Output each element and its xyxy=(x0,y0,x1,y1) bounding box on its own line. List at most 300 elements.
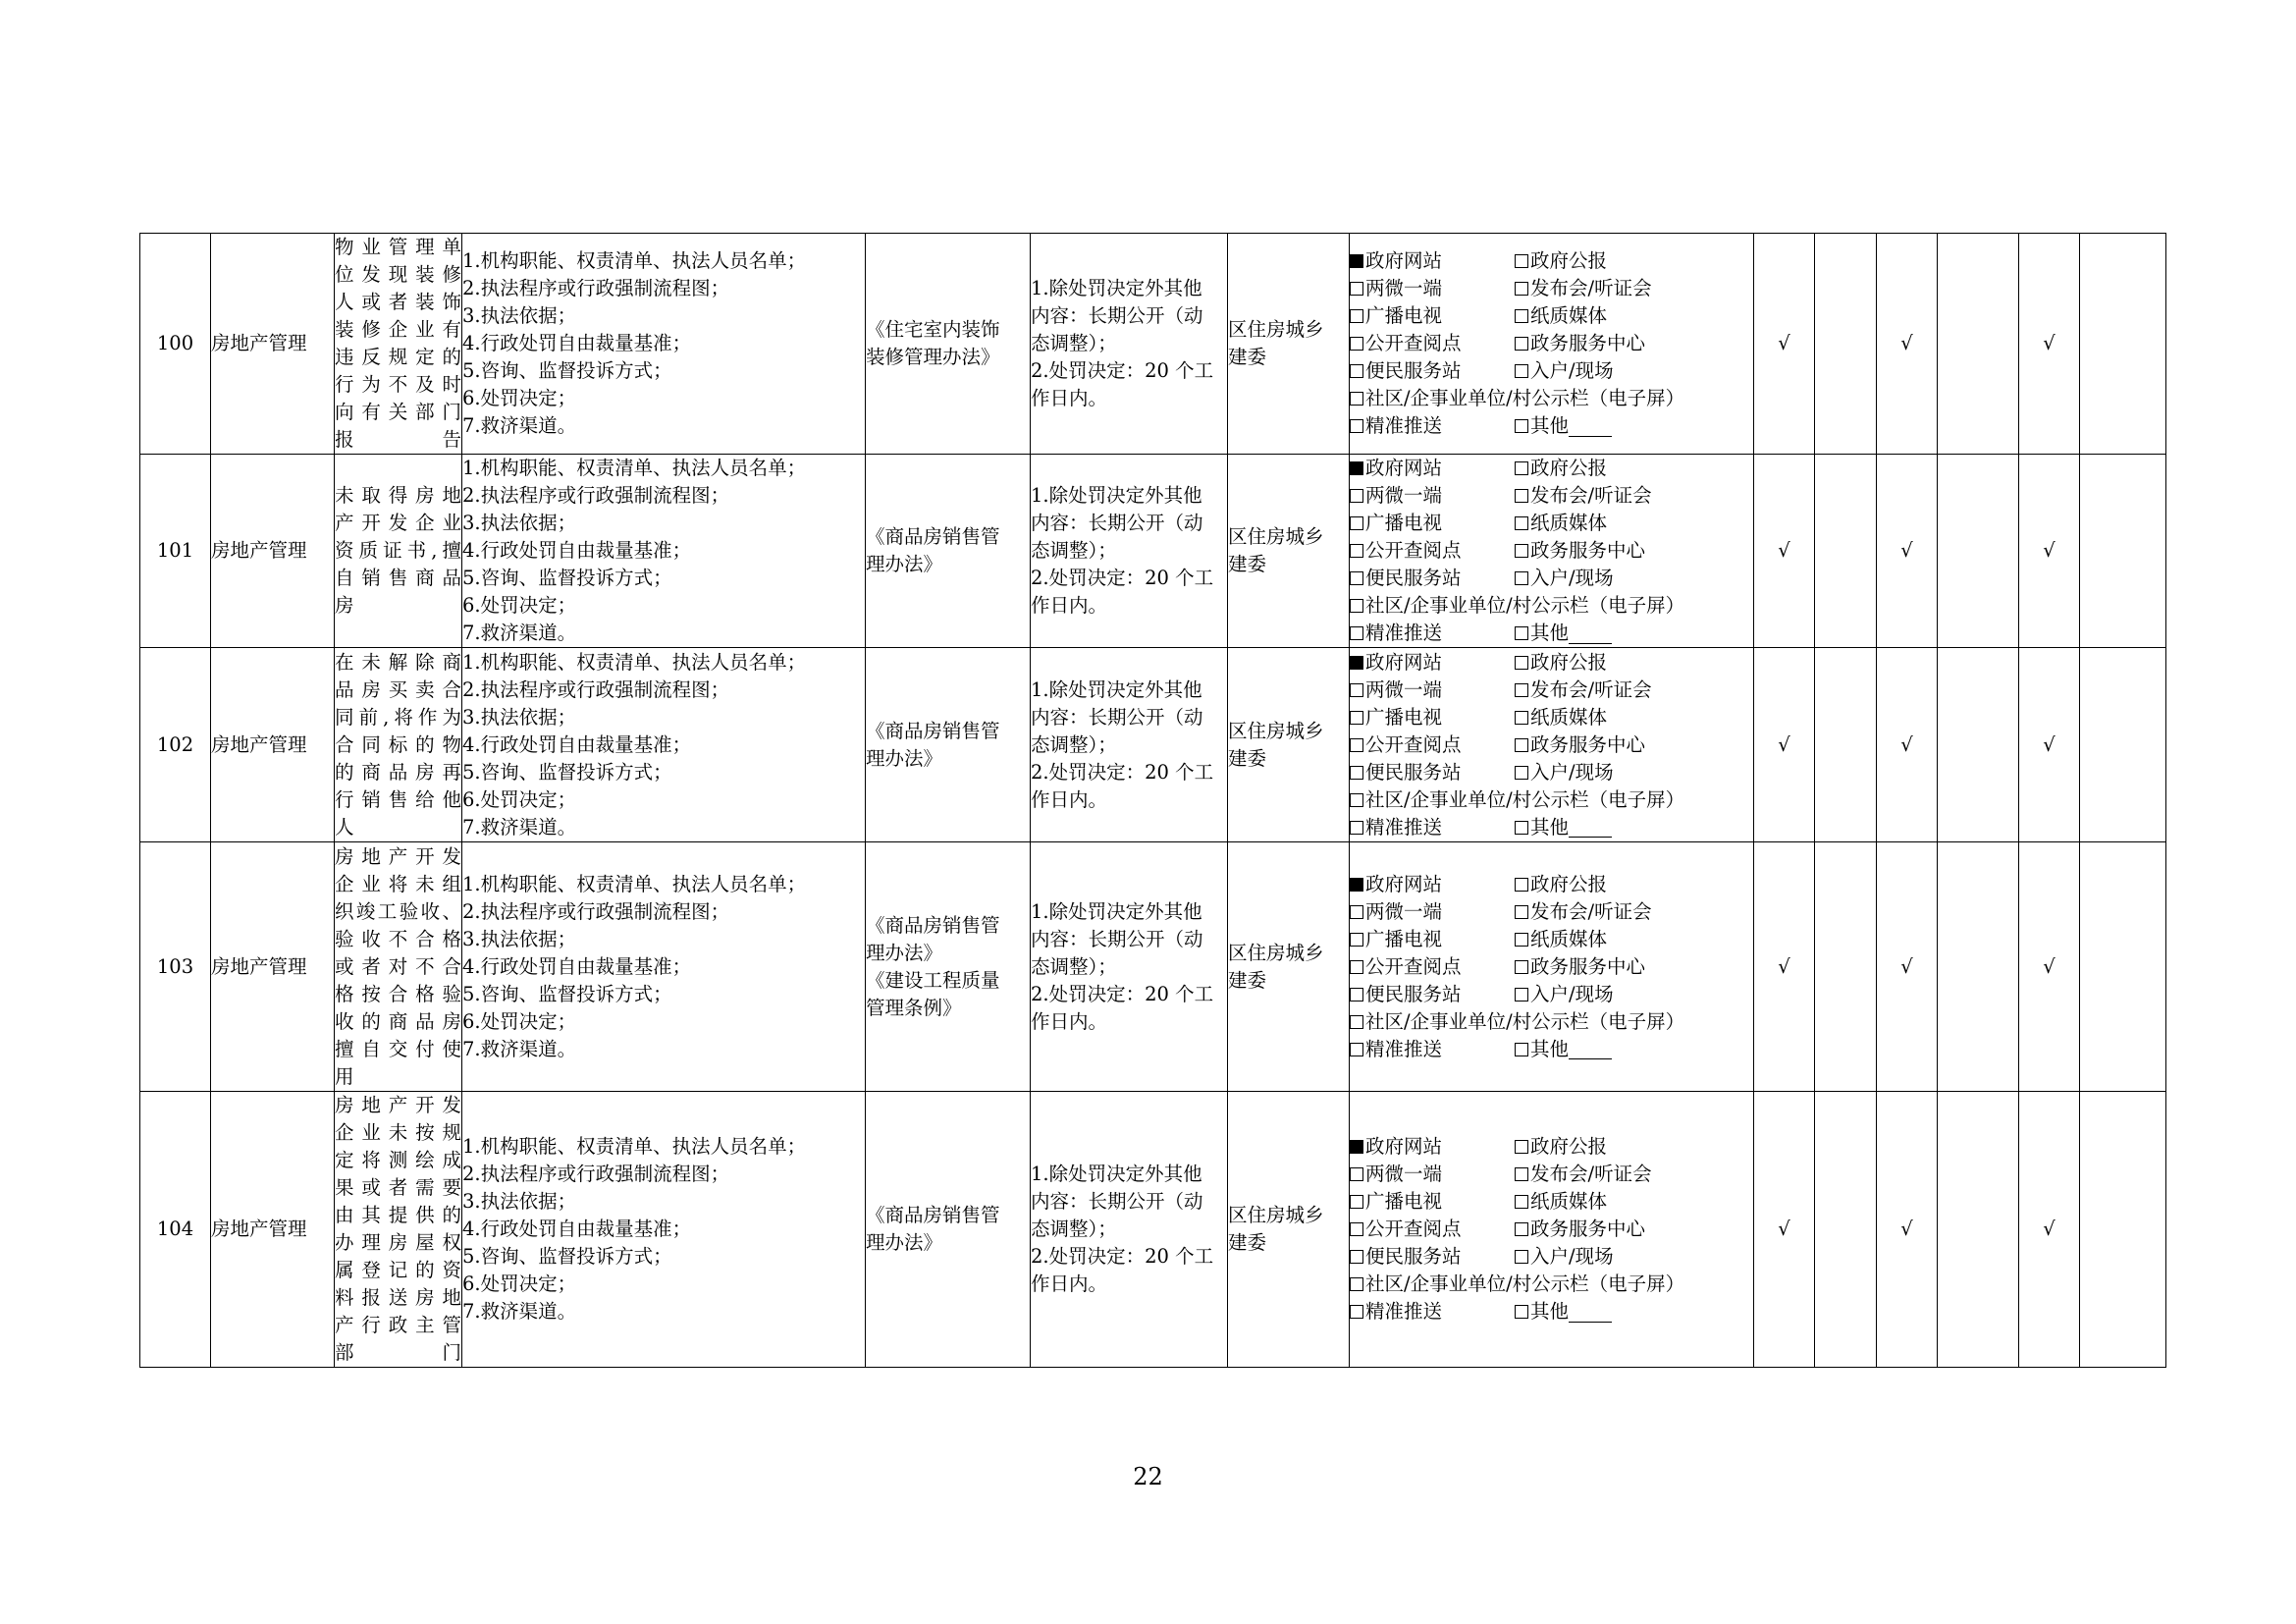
unchecked-box-icon xyxy=(1350,738,1363,752)
channel-label: 社区/企事业单位/村公示栏（电子屏） xyxy=(1365,1272,1685,1295)
channel-label: 入户/现场 xyxy=(1530,359,1614,382)
empty-mark-cell xyxy=(2080,1092,2166,1368)
violation-line: 企业未按规 xyxy=(335,1121,461,1144)
table-row xyxy=(140,842,2166,1092)
channel-option xyxy=(1350,1133,1442,1161)
checkmark: √ xyxy=(1877,455,1938,648)
violation-line: 物业管理单 xyxy=(335,236,461,258)
channel-label: 政务服务中心 xyxy=(1530,539,1646,562)
unchecked-box-icon xyxy=(1515,337,1528,351)
unchecked-box-icon xyxy=(1515,461,1528,475)
channel-option xyxy=(1515,981,1614,1008)
channel-option xyxy=(1350,731,1462,759)
fill-in-blank xyxy=(1569,623,1612,644)
violation-line: 办理房屋权 xyxy=(335,1231,461,1254)
time-line: 2.处罚决定：20 个工 xyxy=(1031,760,1214,784)
channel-label: 其他 xyxy=(1530,1037,1570,1060)
channel-label: 政府公报 xyxy=(1530,1135,1608,1158)
channel-label: 政务服务中心 xyxy=(1530,332,1646,354)
violation-cell xyxy=(335,455,462,648)
channel-label: 纸质媒体 xyxy=(1530,512,1608,534)
channel-row xyxy=(1350,357,1753,385)
channel-row xyxy=(1350,482,1753,510)
checkmark: √ xyxy=(2019,842,2080,1092)
channels-cell xyxy=(1350,842,1754,1092)
channel-row xyxy=(1350,649,1753,677)
time-line: 内容：长期公开（动 xyxy=(1031,304,1203,327)
channel-label: 社区/企事业单位/村公示栏（电子屏） xyxy=(1365,387,1685,409)
channel-label: 公开查阅点 xyxy=(1365,1218,1462,1240)
checkmark: √ xyxy=(2019,234,2080,455)
channel-row xyxy=(1350,814,1753,841)
channel-label: 其他 xyxy=(1530,1300,1570,1323)
checkmark: √ xyxy=(1754,455,1815,648)
violation-cell xyxy=(335,648,462,842)
channel-row xyxy=(1350,247,1753,275)
violation-line: 房地产开发 xyxy=(335,1094,461,1116)
unchecked-box-icon xyxy=(1350,1167,1363,1181)
content-line: 7.救济渠道。 xyxy=(462,1037,577,1060)
unchecked-box-icon xyxy=(1515,960,1528,974)
department-line: 区住房城乡 xyxy=(1228,318,1324,341)
time-line: 1.除处罚决定外其他 xyxy=(1031,484,1202,507)
content-line: 1.机构职能、权责清单、执法人员名单； xyxy=(462,1135,807,1158)
unchecked-box-icon xyxy=(1515,933,1528,947)
channel-row xyxy=(1350,620,1753,647)
time-line: 态调整）； xyxy=(1031,1218,1117,1240)
violation-line: 部门 xyxy=(335,1341,461,1364)
checked-box-icon xyxy=(1350,878,1363,892)
unchecked-box-icon xyxy=(1515,1305,1528,1319)
violation-line: 格按合格验 xyxy=(335,982,461,1005)
unchecked-box-icon xyxy=(1515,309,1528,323)
content-line: 1.机构职能、权责清单、执法人员名单； xyxy=(462,457,807,479)
violation-line: 产行政主管 xyxy=(335,1314,461,1336)
channel-option xyxy=(1350,275,1442,302)
time-line: 1.除处罚决定外其他 xyxy=(1031,277,1202,299)
checkmark: √ xyxy=(1877,234,1938,455)
unchecked-box-icon xyxy=(1350,516,1363,530)
violation-line: 定将测绘成 xyxy=(335,1149,461,1171)
unchecked-box-icon xyxy=(1350,766,1363,780)
channel-label: 纸质媒体 xyxy=(1530,304,1608,327)
time-line: 内容：长期公开（动 xyxy=(1031,705,1203,729)
law-line: 理办法》 xyxy=(866,1231,943,1254)
channel-label: 广播电视 xyxy=(1365,705,1443,729)
time-line: 1.除处罚决定外其他 xyxy=(1031,1163,1202,1185)
category-cell: 房地产管理 xyxy=(211,1092,335,1368)
checkmark: √ xyxy=(1754,234,1815,455)
violation-line: 向有关部门 xyxy=(335,401,461,423)
channel-label: 政府网站 xyxy=(1365,872,1443,895)
channel-option xyxy=(1515,275,1652,302)
channel-option xyxy=(1350,330,1462,357)
channel-label: 两微一端 xyxy=(1365,484,1443,507)
channel-option xyxy=(1515,1298,1612,1326)
violation-line: 装修企业有 xyxy=(335,318,461,341)
content-line: 1.机构职能、权责清单、执法人员名单； xyxy=(462,872,807,895)
empty-mark-cell xyxy=(2080,234,2166,455)
channel-label: 政务服务中心 xyxy=(1530,732,1646,756)
channel-option xyxy=(1515,620,1612,647)
unchecked-box-icon xyxy=(1350,489,1363,503)
violation-line: 同前,将作为 xyxy=(335,705,461,729)
channel-label: 其他 xyxy=(1530,414,1570,437)
time-line: 作日内。 xyxy=(1031,1272,1108,1295)
channel-option xyxy=(1515,1161,1652,1188)
channel-label: 入户/现场 xyxy=(1530,982,1614,1005)
law-line: 《商品房销售管 xyxy=(866,525,1000,548)
channel-option xyxy=(1350,620,1442,647)
time-line: 态调整）； xyxy=(1031,732,1117,756)
law-line: 《商品房销售管 xyxy=(866,719,1000,742)
unchecked-box-icon xyxy=(1350,392,1363,406)
content-line: 1.机构职能、权责清单、执法人员名单； xyxy=(462,650,807,674)
channel-option xyxy=(1515,814,1612,841)
law-line: 理办法》 xyxy=(866,941,943,964)
department-cell xyxy=(1228,455,1350,648)
channel-label: 入户/现场 xyxy=(1530,1245,1614,1268)
time-line: 内容：长期公开（动 xyxy=(1031,1190,1203,1213)
unchecked-box-icon xyxy=(1515,626,1528,640)
checkmark: √ xyxy=(2019,1092,2080,1368)
empty-mark-cell xyxy=(1938,648,2019,842)
fill-in-blank xyxy=(1569,416,1612,437)
department-cell xyxy=(1228,234,1350,455)
violation-line: 料报送房地 xyxy=(335,1286,461,1309)
law-line: 《商品房销售管 xyxy=(866,1204,1000,1226)
channel-option xyxy=(1350,1271,1684,1298)
channel-label: 发布会/听证会 xyxy=(1530,1163,1652,1185)
time-line: 2.处罚决定：20 个工 xyxy=(1031,359,1214,382)
content-line: 5.咨询、监督投诉方式； xyxy=(462,1245,672,1268)
violation-cell xyxy=(335,842,462,1092)
channel-label: 便民服务站 xyxy=(1365,982,1462,1005)
channel-row xyxy=(1350,1216,1753,1243)
channel-option xyxy=(1350,412,1442,440)
content-line: 2.执法程序或行政强制流程图； xyxy=(462,677,730,701)
page-number: 22 xyxy=(1133,1463,1163,1490)
channel-label: 便民服务站 xyxy=(1365,567,1462,589)
unchecked-box-icon xyxy=(1515,878,1528,892)
unchecked-box-icon xyxy=(1350,1043,1363,1056)
channel-option xyxy=(1350,926,1442,953)
channel-label: 社区/企事业单位/村公示栏（电子屏） xyxy=(1365,787,1685,811)
content-line: 5.咨询、监督投诉方式； xyxy=(462,567,672,589)
channel-option xyxy=(1515,330,1645,357)
law-line: 《住宅室内装饰 xyxy=(866,318,1000,341)
unchecked-box-icon xyxy=(1515,282,1528,296)
channel-option xyxy=(1515,247,1607,275)
unchecked-box-icon xyxy=(1350,309,1363,323)
row-number: 103 xyxy=(140,842,211,1092)
time-line: 作日内。 xyxy=(1031,594,1108,617)
department-line: 区住房城乡 xyxy=(1228,1204,1324,1226)
channel-row xyxy=(1350,786,1753,814)
checked-box-icon xyxy=(1350,656,1363,670)
channel-label: 政府公报 xyxy=(1530,650,1608,674)
violation-line: 资质证书,擅 xyxy=(335,539,461,562)
law-line: 理办法》 xyxy=(866,746,943,770)
violation-line: 未取得房地 xyxy=(335,484,461,507)
empty-mark-cell xyxy=(1815,455,1877,648)
unchecked-box-icon xyxy=(1515,738,1528,752)
fill-in-blank xyxy=(1569,1039,1612,1059)
disclosure-time-cell xyxy=(1031,648,1228,842)
department-line: 建委 xyxy=(1228,746,1267,770)
channel-option xyxy=(1515,704,1607,731)
channel-label: 纸质媒体 xyxy=(1530,705,1608,729)
channel-option xyxy=(1515,357,1614,385)
fill-in-blank xyxy=(1569,817,1612,838)
law-line: 《建设工程质量 xyxy=(866,968,1000,992)
unchecked-box-icon xyxy=(1515,656,1528,670)
channel-option xyxy=(1515,759,1614,786)
time-line: 态调整）； xyxy=(1031,954,1117,978)
channel-row xyxy=(1350,898,1753,926)
violation-line: 行销售给他 xyxy=(335,787,461,811)
content-line: 4.行政处罚自由裁量基准； xyxy=(462,954,692,978)
unchecked-box-icon xyxy=(1515,683,1528,697)
channel-label: 便民服务站 xyxy=(1365,359,1462,382)
content-line: 7.救济渠道。 xyxy=(462,1300,577,1323)
violation-line: 位发现装修 xyxy=(335,263,461,286)
legal-basis-cell xyxy=(866,842,1031,1092)
channel-row xyxy=(1350,1008,1753,1036)
row-number: 100 xyxy=(140,234,211,455)
time-line: 1.除处罚决定外其他 xyxy=(1031,899,1202,923)
channel-option xyxy=(1350,537,1462,565)
unchecked-box-icon xyxy=(1350,544,1363,558)
channel-row xyxy=(1350,704,1753,731)
content-line: 7.救济渠道。 xyxy=(462,815,577,839)
unchecked-box-icon xyxy=(1350,683,1363,697)
department-line: 建委 xyxy=(1228,346,1267,368)
channel-label: 公开查阅点 xyxy=(1365,539,1462,562)
violation-line: 收的商品房 xyxy=(335,1009,461,1033)
content-line: 3.执法依据； xyxy=(462,512,577,534)
channels-cell xyxy=(1350,455,1754,648)
disclosure-content-cell xyxy=(462,842,866,1092)
channel-label: 政府网站 xyxy=(1365,249,1443,272)
time-line: 1.除处罚决定外其他 xyxy=(1031,677,1202,701)
channel-option xyxy=(1515,565,1614,592)
channel-row xyxy=(1350,926,1753,953)
channel-label: 两微一端 xyxy=(1365,1163,1443,1185)
channel-label: 其他 xyxy=(1530,815,1570,839)
unchecked-box-icon xyxy=(1350,419,1363,433)
table-row xyxy=(140,455,2166,648)
unchecked-box-icon xyxy=(1515,571,1528,585)
channel-label: 公开查阅点 xyxy=(1365,332,1462,354)
channel-option xyxy=(1350,981,1462,1008)
channel-option xyxy=(1350,357,1462,385)
channel-option xyxy=(1350,1298,1442,1326)
channel-label: 政府公报 xyxy=(1530,872,1608,895)
department-line: 区住房城乡 xyxy=(1228,941,1324,964)
checkmark: √ xyxy=(2019,455,2080,648)
channel-option xyxy=(1350,385,1684,412)
law-line: 理办法》 xyxy=(866,553,943,575)
unchecked-box-icon xyxy=(1350,1015,1363,1029)
violation-line: 企业将未组 xyxy=(335,872,461,895)
channel-row xyxy=(1350,537,1753,565)
unchecked-box-icon xyxy=(1350,960,1363,974)
channel-label: 两微一端 xyxy=(1365,277,1443,299)
channel-row xyxy=(1350,981,1753,1008)
channel-row xyxy=(1350,455,1753,482)
time-line: 内容：长期公开（动 xyxy=(1031,927,1203,950)
channel-row xyxy=(1350,412,1753,440)
channel-row xyxy=(1350,731,1753,759)
channel-option xyxy=(1350,759,1462,786)
unchecked-box-icon xyxy=(1515,905,1528,919)
department-line: 建委 xyxy=(1228,553,1267,575)
content-line: 2.执法程序或行政强制流程图； xyxy=(462,1163,730,1185)
row-number: 102 xyxy=(140,648,211,842)
unchecked-box-icon xyxy=(1515,988,1528,1001)
department-cell xyxy=(1228,648,1350,842)
checked-box-icon xyxy=(1350,461,1363,475)
channel-label: 两微一端 xyxy=(1365,899,1443,923)
disclosure-content-cell xyxy=(462,234,866,455)
time-line: 2.处罚决定：20 个工 xyxy=(1031,1245,1214,1268)
channel-option xyxy=(1350,898,1442,926)
unchecked-box-icon xyxy=(1350,933,1363,947)
content-line: 4.行政处罚自由裁量基准； xyxy=(462,732,692,756)
empty-mark-cell xyxy=(2080,455,2166,648)
channel-option xyxy=(1515,510,1607,537)
legal-basis-cell xyxy=(866,648,1031,842)
channel-option xyxy=(1515,926,1607,953)
law-line: 管理条例》 xyxy=(866,996,962,1019)
unchecked-box-icon xyxy=(1515,516,1528,530)
legal-basis-cell xyxy=(866,455,1031,648)
channel-option xyxy=(1350,786,1684,814)
channel-label: 政府公报 xyxy=(1530,249,1608,272)
content-line: 3.执法依据； xyxy=(462,1190,577,1213)
channel-label: 发布会/听证会 xyxy=(1530,899,1652,923)
content-line: 3.执法依据； xyxy=(462,304,577,327)
violation-line: 行为不及时 xyxy=(335,373,461,396)
channel-option xyxy=(1350,1008,1684,1036)
content-line: 5.咨询、监督投诉方式； xyxy=(462,760,672,784)
channel-row xyxy=(1350,1036,1753,1063)
empty-mark-cell xyxy=(1938,1092,2019,1368)
violation-line: 在未解除商 xyxy=(335,650,461,674)
content-line: 6.处罚决定； xyxy=(462,1009,577,1033)
disclosure-time-cell xyxy=(1031,842,1228,1092)
violation-line: 用 xyxy=(335,1064,354,1088)
violation-line: 果或者需要 xyxy=(335,1176,461,1199)
unchecked-box-icon xyxy=(1515,1167,1528,1181)
channel-option xyxy=(1515,871,1607,898)
checkmark: √ xyxy=(1754,842,1815,1092)
channel-row xyxy=(1350,677,1753,704)
violation-line: 属登记的资 xyxy=(335,1259,461,1281)
channel-label: 广播电视 xyxy=(1365,927,1443,950)
channel-option xyxy=(1515,1036,1612,1063)
channel-row xyxy=(1350,302,1753,330)
channel-option xyxy=(1350,482,1442,510)
department-line: 区住房城乡 xyxy=(1228,525,1324,548)
violation-line: 人 xyxy=(335,815,354,839)
table-row xyxy=(140,1092,2166,1368)
channel-option xyxy=(1515,731,1645,759)
channel-row xyxy=(1350,592,1753,620)
violation-cell xyxy=(335,234,462,455)
unchecked-box-icon xyxy=(1515,766,1528,780)
channel-label: 政府网站 xyxy=(1365,1135,1443,1158)
violation-line: 违反规定的 xyxy=(335,346,461,368)
unchecked-box-icon xyxy=(1350,337,1363,351)
channel-row xyxy=(1350,953,1753,981)
channel-label: 精准推送 xyxy=(1365,1037,1443,1060)
channel-label: 便民服务站 xyxy=(1365,1245,1462,1268)
department-line: 建委 xyxy=(1228,968,1267,992)
channel-row xyxy=(1350,1133,1753,1161)
empty-mark-cell xyxy=(1938,842,2019,1092)
unchecked-box-icon xyxy=(1350,1277,1363,1291)
time-line: 态调整）； xyxy=(1031,332,1117,354)
table-row xyxy=(140,648,2166,842)
content-line: 7.救济渠道。 xyxy=(462,622,577,644)
category-cell: 房地产管理 xyxy=(211,648,335,842)
department-line: 建委 xyxy=(1228,1231,1267,1254)
unchecked-box-icon xyxy=(1350,282,1363,296)
violation-line: 织竣工验收、 xyxy=(335,899,461,923)
channel-label: 政府网站 xyxy=(1365,457,1443,479)
disclosure-time-cell xyxy=(1031,234,1228,455)
channel-row xyxy=(1350,330,1753,357)
channel-row xyxy=(1350,1243,1753,1271)
channel-option xyxy=(1515,537,1645,565)
unchecked-box-icon xyxy=(1350,1222,1363,1236)
empty-mark-cell xyxy=(1938,455,2019,648)
channel-row xyxy=(1350,759,1753,786)
content-line: 4.行政处罚自由裁量基准； xyxy=(462,539,692,562)
time-line: 作日内。 xyxy=(1031,787,1108,811)
unchecked-box-icon xyxy=(1350,599,1363,613)
channel-label: 精准推送 xyxy=(1365,1300,1443,1323)
content-line: 4.行政处罚自由裁量基准； xyxy=(462,1218,692,1240)
time-line: 内容：长期公开（动 xyxy=(1031,512,1203,534)
disclosure-content-cell xyxy=(462,1092,866,1368)
channel-label: 纸质媒体 xyxy=(1530,927,1608,950)
unchecked-box-icon xyxy=(1350,821,1363,835)
unchecked-box-icon xyxy=(1515,254,1528,268)
disclosure-content-cell xyxy=(462,455,866,648)
checkmark: √ xyxy=(1877,648,1938,842)
channel-label: 精准推送 xyxy=(1365,815,1443,839)
content-line: 2.执法程序或行政强制流程图； xyxy=(462,277,730,299)
channel-label: 广播电视 xyxy=(1365,1190,1443,1213)
violation-line: 品房买卖合 xyxy=(335,677,461,701)
violation-line: 由其提供的 xyxy=(335,1204,461,1226)
time-line: 作日内。 xyxy=(1031,1009,1108,1033)
channel-option xyxy=(1515,455,1607,482)
channel-option xyxy=(1350,814,1442,841)
channel-label: 政府公报 xyxy=(1530,457,1608,479)
channel-option xyxy=(1515,302,1607,330)
channel-option xyxy=(1515,649,1607,677)
channel-option xyxy=(1350,1188,1442,1216)
empty-mark-cell xyxy=(2080,648,2166,842)
channel-label: 发布会/听证会 xyxy=(1530,484,1652,507)
channel-label: 精准推送 xyxy=(1365,414,1443,437)
channel-label: 纸质媒体 xyxy=(1530,1190,1608,1213)
channel-option xyxy=(1515,1216,1645,1243)
